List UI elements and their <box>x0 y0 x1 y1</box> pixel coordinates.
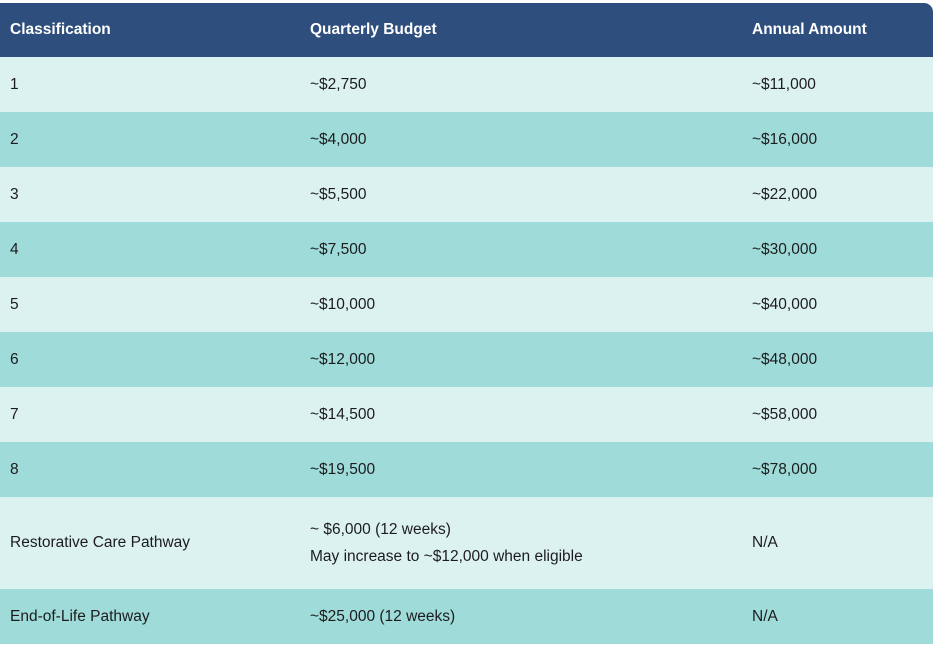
classification-cell: 6 <box>10 350 19 368</box>
annual-amount-cell: ~$40,000 <box>752 295 818 313</box>
header-row <box>0 3 933 57</box>
table-row <box>0 332 933 387</box>
classification-cell: 7 <box>10 405 19 423</box>
quarterly-budget-cell: ~$12,000 <box>310 350 376 368</box>
quarterly-budget-cell: ~$2,750 <box>310 75 367 93</box>
quarterly-budget-cell: ~$19,500 <box>310 460 376 478</box>
table-row <box>0 222 933 277</box>
table-row <box>0 387 933 442</box>
table-row-end-of-life-pathway <box>0 589 933 644</box>
annual-amount-cell: N/A <box>752 607 778 625</box>
table-row <box>0 112 933 167</box>
table-row-restorative-care-pathway <box>0 497 933 589</box>
annual-amount-cell: ~$78,000 <box>752 460 818 478</box>
quarterly-budget-cell: ~$7,500 <box>310 240 367 258</box>
classification-cell: End-of-Life Pathway <box>10 607 150 625</box>
quarterly-budget-cell: ~$5,500 <box>310 185 367 203</box>
annual-amount-cell: ~$11,000 <box>752 75 816 93</box>
classification-cell: Restorative Care Pathway <box>10 534 191 551</box>
quarterly-budget-cell: ~$25,000 (12 weeks) <box>310 607 456 625</box>
classification-cell: 1 <box>10 75 19 93</box>
table-row <box>0 167 933 222</box>
quarterly-budget-cell: ~$4,000 <box>310 130 367 148</box>
quarterly-budget-cell <box>300 521 742 566</box>
quarterly-budget-amount: ~ $6,000 (12 weeks) <box>310 520 451 538</box>
classification-cell: 5 <box>10 295 19 313</box>
column-header-annual-amount: Annual Amount <box>752 21 867 38</box>
quarterly-budget-cell: ~$14,500 <box>310 405 376 423</box>
table-row <box>0 57 933 112</box>
annual-amount-cell: N/A <box>752 534 778 551</box>
table-row <box>0 277 933 332</box>
annual-amount-cell: ~$22,000 <box>752 185 818 203</box>
column-header-quarterly-budget: Quarterly Budget <box>310 21 437 38</box>
classification-cell: 8 <box>10 460 19 478</box>
classification-cell: 3 <box>10 185 19 203</box>
column-header-classification: Classification <box>10 21 111 38</box>
annual-amount-cell: ~$58,000 <box>752 405 818 423</box>
quarterly-budget-cell: ~$10,000 <box>310 295 376 313</box>
classification-cell: 2 <box>10 130 19 148</box>
annual-amount-cell: ~$16,000 <box>752 130 818 148</box>
annual-amount-cell: ~$30,000 <box>752 240 818 258</box>
quarterly-budget-note: May increase to ~$12,000 when eligible <box>310 547 583 565</box>
table-row <box>0 442 933 497</box>
annual-amount-cell: ~$48,000 <box>752 350 818 368</box>
classification-cell: 4 <box>10 240 19 258</box>
